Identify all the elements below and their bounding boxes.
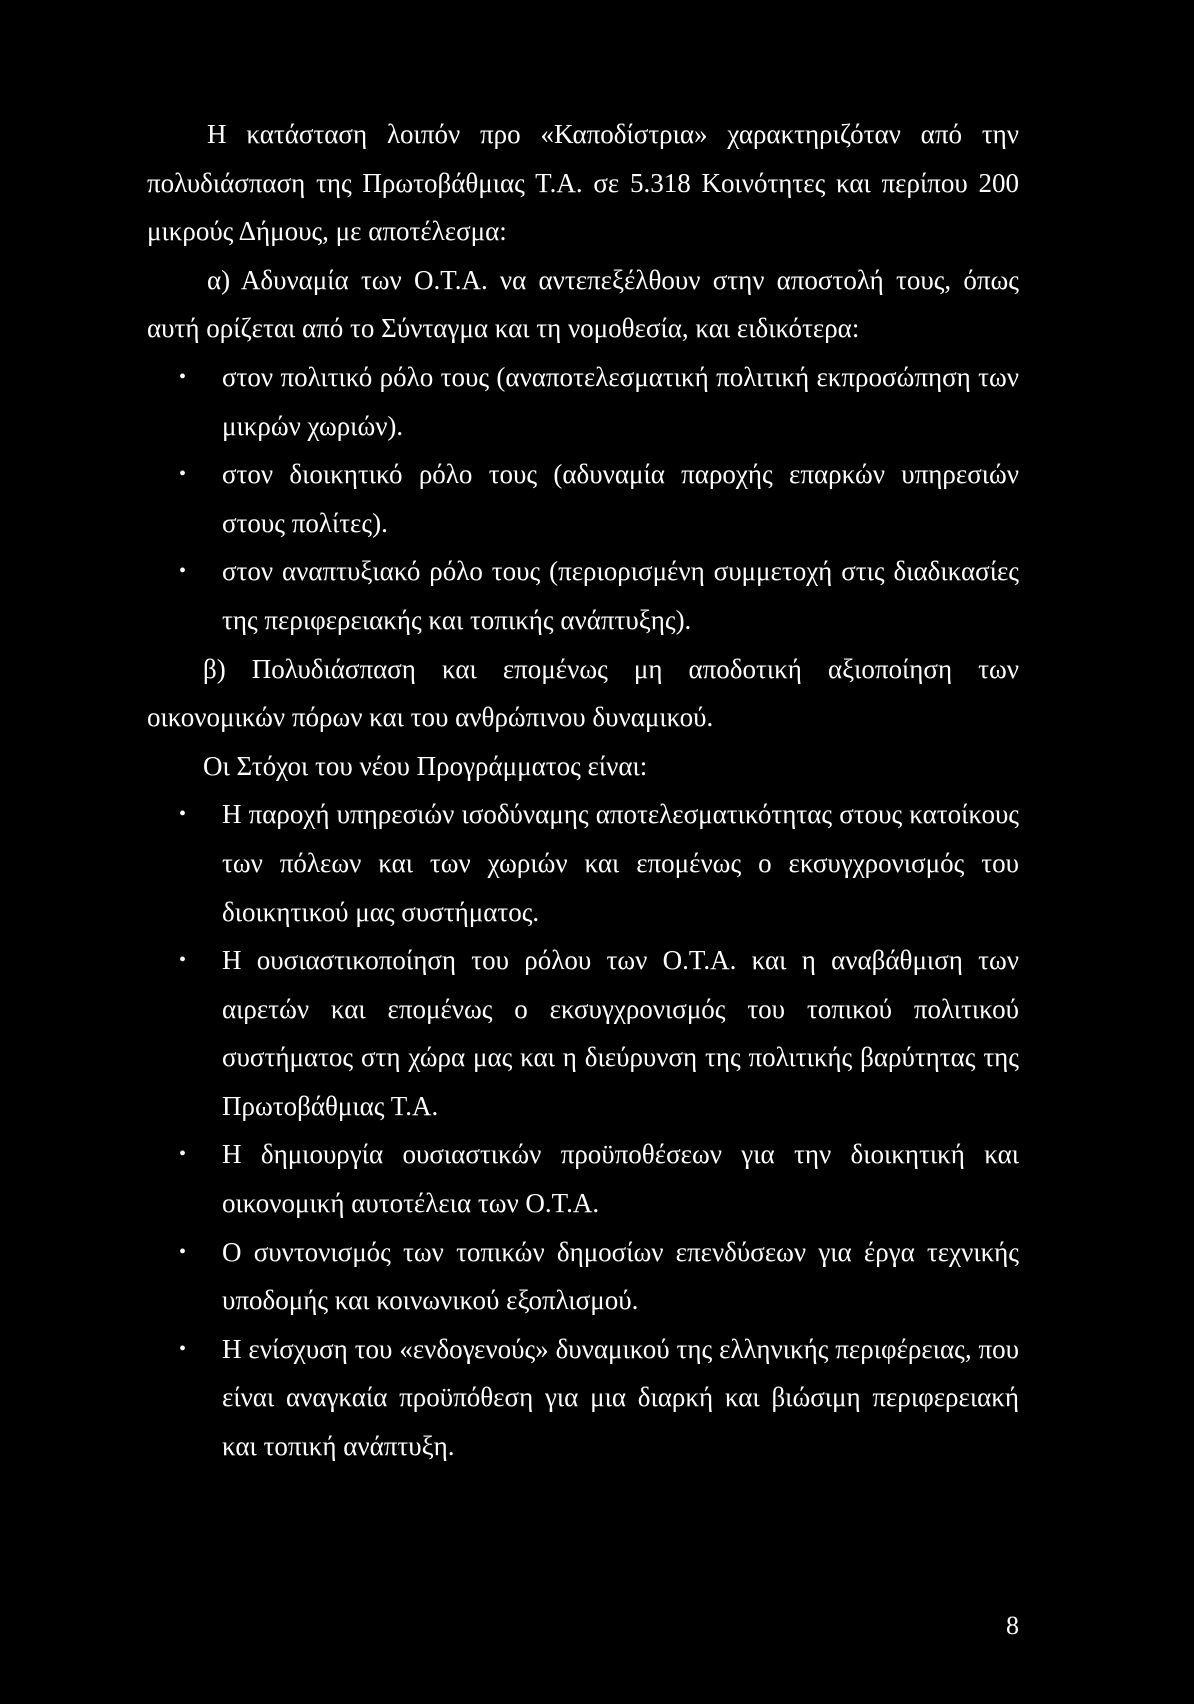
role-list (147, 353, 1019, 645)
bullet-icon: • (179, 949, 187, 972)
list-item (147, 790, 1019, 936)
point-a: α) Αδυναμία των Ο.Τ.Α. να αντεπεξέλθουν στην αποστολή τους, όπως αυτή ορίζεται από το Σύνταγμα και τη νομοθεσία, και ειδικότερα: (147, 264, 1019, 344)
list-item (147, 450, 1019, 547)
list-item-text: Η δημιουργία ουσιαστικών προϋποθέσεων για την διοικητική και οικονομική αυτοτέλεια των Ο.Τ.Α. (222, 1139, 1019, 1219)
list-item (147, 1130, 1019, 1227)
page-number: 8 (1006, 1611, 1019, 1640)
intro-paragraph: Η κατάσταση λοιπόν προ «Καποδίστρια» χαρακτηριζόταν από την πολυδιάσπαση της Πρωτοβάθμιας Τ.Α. σε 5.318 Κοινότητες και περίπου 200 μικρούς Δήμους, με αποτέλεσμα: (147, 119, 1019, 247)
bullet-icon: • (179, 365, 187, 388)
point-b: β) Πολυδιάσπαση και επομένως μη αποδοτική αξιοποίηση των οικονομικών πόρων και του ανθρώπινου δυναμικού. (147, 653, 1019, 733)
bullet-icon: • (179, 1240, 187, 1263)
list-item-text: Η ενίσχυση του «ενδογενούς» δυναμικού της ελληνικής περιφέρειας, που είναι αναγκαία προϋπόθεση για μια διαρκή και βιώσιμη περιφερειακή και τοπική ανάπτυξη. (222, 1333, 1019, 1462)
list-item-text: Η ουσιαστικοποίηση του ρόλου των Ο.Τ.Α. και η αναβάθμιση των αιρετών και επομένως ο εκσυγχρονισμός του τοπικού πολιτικού συστήματος στη χώρα μας και η διεύρυνση της πολιτικής βαρύτητας της Πρωτοβάθμιας Τ.Α. (222, 945, 1019, 1121)
list-item (147, 547, 1019, 644)
bullet-icon: • (179, 560, 187, 583)
list-item (147, 1325, 1019, 1471)
document-page (147, 110, 1019, 1471)
list-item-text: στον πολιτικό ρόλο τους (αναποτελεσματική πολιτική εκπροσώπηση των μικρών χωριών). (222, 361, 1019, 441)
list-item-text: στον διοικητικό ρόλο τους (αδυναμία παροχής επαρκών υπηρεσιών στους πολίτες). (222, 459, 1019, 538)
bullet-icon: • (179, 803, 187, 826)
list-item-text: Ο συντονισμός των τοπικών δημοσίων επενδύσεων για έργα τεχνικής υποδομής και κοινωνικού εξοπλισμού. (222, 1236, 1019, 1316)
list-item (147, 353, 1019, 450)
bullet-icon: • (179, 463, 187, 486)
list-item-text: Η παροχή υπηρεσιών ισοδύναμης αποτελεσματικότητας στους κατοίκους των πόλεων και των χωριών και επομένως ο εκσυγχρονισμός του διοικητικού μας συστήματος. (222, 799, 1019, 927)
list-item (147, 936, 1019, 1130)
goals-heading: Οι Στόχοι του νέου Προγράμματος είναι: (203, 750, 648, 781)
list-item (147, 1228, 1019, 1325)
list-item-text: στον αναπτυξιακό ρόλο τους (περιορισμένη συμμετοχή στις διαδικασίες της περιφερειακής και τοπικής ανάπτυξης). (222, 556, 1019, 635)
goals-list (147, 790, 1019, 1470)
bullet-icon: • (179, 1143, 187, 1166)
bullet-icon: • (179, 1337, 187, 1360)
